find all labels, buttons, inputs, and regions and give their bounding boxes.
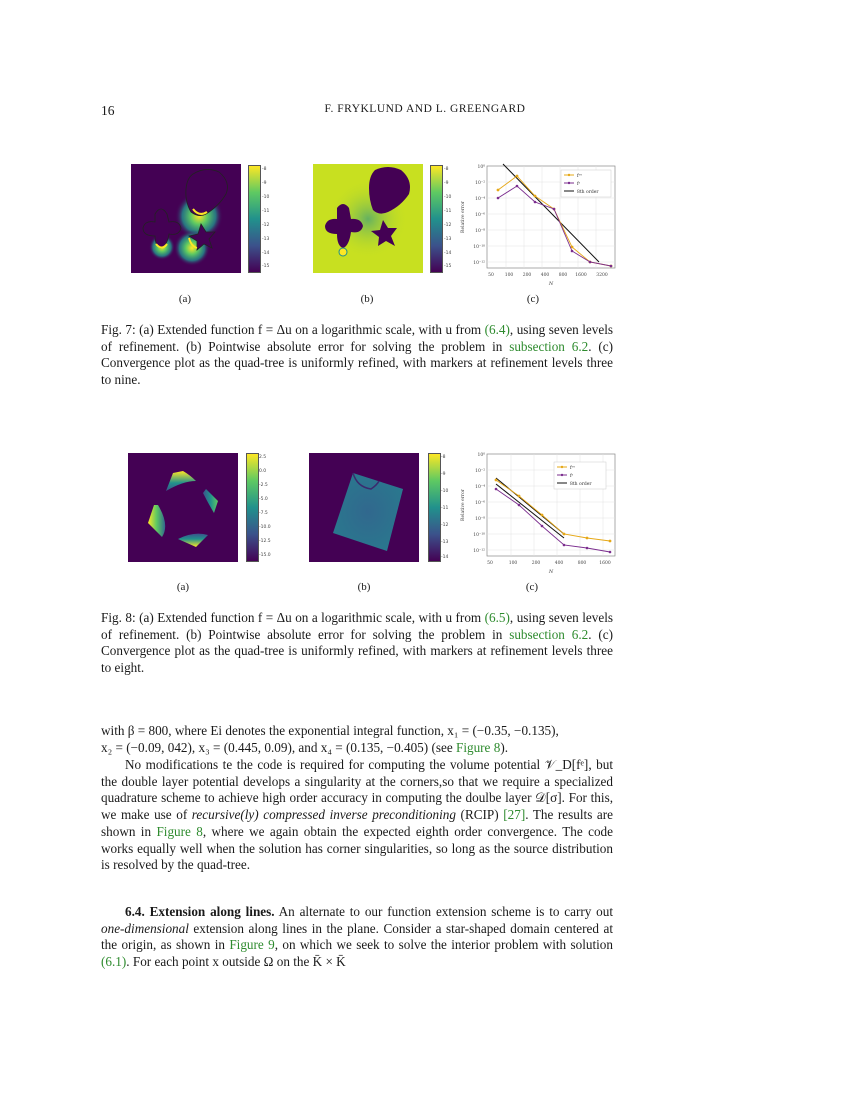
section-6-4-paragraph: 6.4. Extension along lines. An alternate to our function extension scheme is to carry out one-dimensional extension along lines in the plane. Consider a star-shaped domain centered at the origin, as shown in Figure 9, on which we seek to solve the interior problem with solution (6.1). For each point x outside Ω on the K̄ × K̄ (101, 904, 613, 970)
svg-text:10⁻¹⁰: 10⁻¹⁰ (473, 533, 485, 538)
fig8a-colorbar-ticks: 2.5 0.0 -2.5 -5.0 -7.5 -10.0 -12.5 -15.0 (259, 455, 271, 558)
svg-text:Relative error: Relative error (461, 489, 466, 521)
svg-text:10⁰: 10⁰ (477, 165, 485, 170)
subsection-6-2-link[interactable]: subsection 6.2 (509, 626, 589, 642)
fig8b-colorbar (428, 453, 441, 562)
figure-8-link[interactable]: Figure 8 (455, 739, 501, 755)
svg-text:50: 50 (487, 561, 493, 566)
page-number: 16 (101, 103, 115, 118)
body-paragraph-2: No modifications te the code is required for computing the volume potential 𝒱_D[fᵉ], but the double layer potential develops a singularity at the corners,so that we require a specialized quadrature scheme to achieve high order accuracy in computing the doulbe layer 𝒟[σ]. For this, we make use of recursive(ly) compressed inverse preconditioning (RCIP) [27]. The results are shown in Figure 8, where we again obtain the expected eighth order convergence. The code works equally well when the solution has corner singularities, so long as the source distribution is resolved by the quad-tree. (101, 757, 614, 873)
fig8c-plot (456, 448, 618, 580)
fig8-caption: Fig. 8: (a) Extended function f = Δu on a logarithmic scale, with u from (6.5), using seven levels of refinement. (b) Pointwise absolute error for solving the problem in subsection 6.2. (c) Convergence plot as the quad-tree is uniformly refined, with markers at refinement levels three to eight. (101, 610, 613, 675)
svg-text:100: 100 (504, 273, 514, 278)
svg-text:10⁻⁴: 10⁻⁴ (475, 197, 485, 202)
section-heading: 6.4. Extension along lines. (125, 904, 275, 919)
fig8-panel-b-heatmap (309, 453, 419, 562)
fig8a-field-image (128, 453, 238, 562)
eq-ref-6-5-link[interactable]: (6.5) (484, 610, 510, 625)
svg-text:10⁻¹²: 10⁻¹² (473, 549, 485, 554)
svg-text:400: 400 (540, 273, 550, 278)
fig7b-colorbar (430, 165, 443, 273)
fig7a-field-image (131, 164, 241, 273)
fig7a-label: (a) (178, 293, 192, 305)
svg-text:100: 100 (508, 561, 518, 566)
svg-text:1600: 1600 (599, 561, 611, 566)
svg-text:3200: 3200 (596, 273, 608, 278)
fig8c-label: (c) (525, 581, 539, 593)
fig8a-label: (a) (176, 581, 190, 593)
svg-text:800: 800 (577, 561, 587, 566)
svg-text:8th order: 8th order (570, 482, 592, 487)
fig7-panel-a-heatmap (131, 164, 241, 273)
body-paragraph-1: with β = 800, where Ei denotes the exponential integral function, x₁ = (−0.35, −0.135), x₂ = (−0.09, 042), x₃ = (0.445, 0.09), and x₄ = (0.135, −0.405) (see Figure 8). (101, 723, 559, 755)
svg-text:N: N (548, 281, 554, 287)
subsection-6-2-link[interactable]: subsection 6.2 (509, 338, 589, 354)
svg-text:1600: 1600 (575, 273, 587, 278)
figure-9-link[interactable]: Figure 9 (229, 937, 275, 953)
svg-text:800: 800 (558, 273, 568, 278)
svg-text:10⁻¹⁰: 10⁻¹⁰ (473, 245, 485, 250)
svg-text:fˢ: fˢ (570, 474, 574, 479)
svg-text:10⁻⁶: 10⁻⁶ (475, 501, 485, 506)
svg-text:fˢ: fˢ (577, 182, 581, 187)
fig8b-label: (b) (357, 581, 371, 593)
fig7b-colorbar-ticks: -8 -9 -10 -11 -12 -13 -14 -15 (444, 167, 452, 269)
eq-ref-6-1-link[interactable]: (6.1) (101, 954, 127, 970)
fig7-panel-b-heatmap (313, 164, 423, 273)
citation-27-link[interactable]: [27] (503, 807, 526, 823)
fig7b-error-image (313, 164, 423, 273)
svg-text:fᵉᵉ: fᵉᵉ (570, 466, 576, 471)
svg-text:10⁻⁴: 10⁻⁴ (475, 485, 485, 490)
svg-text:fᵉᵉ: fᵉᵉ (577, 174, 583, 179)
running-title: F. FRYKLUND AND L. GREENGARD (324, 103, 526, 115)
fig8-panel-a-heatmap (128, 453, 238, 562)
fig7c-label: (c) (526, 293, 540, 305)
svg-text:10⁻²: 10⁻² (475, 469, 485, 474)
svg-text:10⁻⁸: 10⁻⁸ (475, 517, 485, 522)
fig8b-error-image (309, 453, 419, 562)
svg-text:200: 200 (522, 273, 532, 278)
svg-text:10⁻²: 10⁻² (475, 181, 485, 186)
svg-text:N: N (548, 569, 554, 575)
fig8-convergence-chart (456, 448, 618, 580)
svg-text:400: 400 (554, 561, 564, 566)
svg-text:50: 50 (488, 273, 494, 278)
eq-ref-6-4-link[interactable]: (6.4) (484, 322, 510, 337)
svg-text:10⁻⁶: 10⁻⁶ (475, 213, 485, 218)
fig7b-label: (b) (360, 293, 374, 305)
fig7-caption: Fig. 7: (a) Extended function f = Δu on a logarithmic scale, with u from (6.4), using seven levels of refinement. (b) Pointwise absolute error for solving the problem in subsection 6.2. (c) Convergence plot as the quad-tree is uniformly refined, with markers at refinement levels three to nine. (101, 322, 613, 387)
svg-text:10⁻¹²: 10⁻¹² (473, 261, 485, 266)
svg-text:10⁰: 10⁰ (477, 453, 485, 458)
fig7-convergence-chart (456, 160, 618, 292)
fig8a-colorbar (246, 453, 259, 562)
svg-text:Relative error: Relative error (461, 201, 466, 233)
figure-8-link[interactable]: Figure 8 (156, 823, 203, 839)
fig7a-colorbar-ticks: -8 -9 -10 -11 -12 -13 -14 -15 (262, 167, 270, 269)
svg-text:10⁻⁸: 10⁻⁸ (475, 229, 485, 234)
fig7c-plot (456, 160, 618, 292)
svg-text:8th order: 8th order (577, 190, 599, 195)
fig7a-colorbar (248, 165, 261, 273)
svg-text:200: 200 (531, 561, 541, 566)
fig8b-colorbar-ticks: -8 -9 -10 -11 -12 -13 -14 (441, 455, 449, 560)
